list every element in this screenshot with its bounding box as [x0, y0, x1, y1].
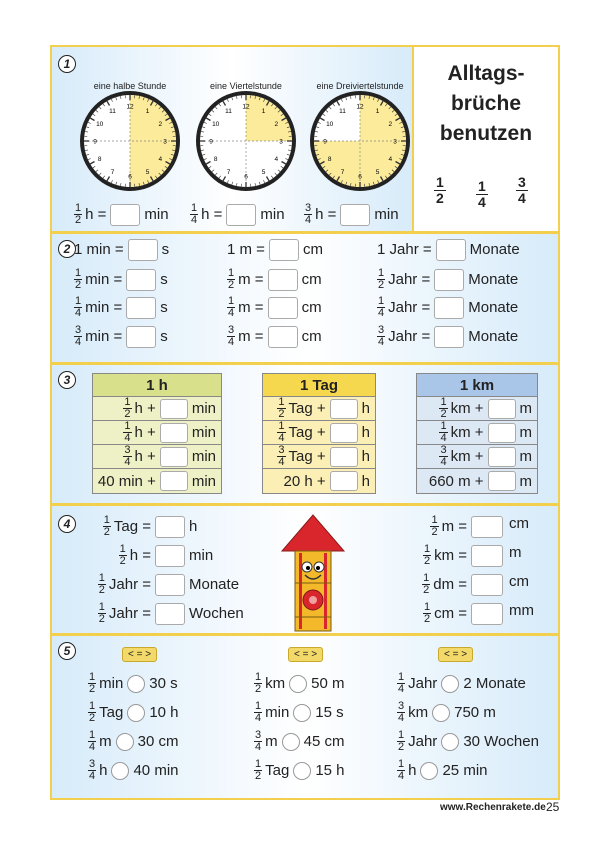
table-row: 40 min + min [97, 472, 216, 490]
table-row: 1 4 h + min [93, 421, 221, 445]
answer-input[interactable] [434, 297, 464, 319]
unit-label: m [509, 544, 522, 561]
comparison-row: 3 4 h 40 min [89, 758, 179, 782]
dial-number: 3 [163, 138, 167, 146]
dial-number: 5 [261, 168, 266, 176]
conversion-row: 1 4 Jahr = Monate [378, 295, 519, 319]
answer-input[interactable] [471, 545, 503, 567]
comparison-row: 1 2 Jahr 30 Wochen [398, 729, 539, 753]
task-number-4: 4 [58, 515, 76, 533]
unit-label: mm [509, 602, 534, 619]
comparison-row: 1 4 m 30 cm [89, 729, 179, 753]
fraction: 1 2 [255, 671, 262, 695]
title-fraction: 1 4 [478, 178, 486, 210]
fraction: 1 2 [398, 729, 405, 753]
fraction: 1 4 [378, 295, 385, 319]
answer-input[interactable] [436, 239, 466, 261]
table-row: 3 4 km + m [417, 445, 537, 469]
page-title [414, 59, 558, 149]
fraction: 3 4 [89, 758, 96, 782]
addition-table [416, 373, 538, 494]
table-header: 1 h [93, 374, 221, 397]
rocket-illustration [278, 513, 348, 633]
fraction: 1 2 [378, 267, 385, 291]
fraction: 3 4 [440, 444, 447, 468]
clock-label: eine Viertelstunde [210, 81, 282, 91]
dial-number: 2 [388, 121, 393, 128]
task-number-1: 1 [58, 55, 76, 73]
dial-number: 4 [388, 156, 393, 163]
worksheet-frame [50, 45, 560, 800]
conversion-row: 1 Jahr = Monate [377, 239, 520, 261]
fraction: 1 2 [423, 601, 431, 625]
comparison-circle[interactable] [441, 675, 459, 693]
dial-number: 9 [209, 138, 213, 146]
clock-face [306, 87, 414, 195]
answer-input[interactable] [471, 516, 503, 538]
comparison-circle[interactable] [116, 733, 134, 751]
comparison-circle[interactable] [441, 733, 459, 751]
title-line-3: benutzen [439, 122, 533, 145]
clock-label: eine Dreiviertelstunde [316, 81, 404, 91]
conversion-row: 3 4 min = s [75, 324, 168, 348]
dial-number: 9 [93, 138, 97, 146]
unit-label: cm [509, 573, 529, 590]
dial-number: 12 [356, 103, 364, 111]
dial-number: 7 [226, 168, 231, 176]
table-row: 3 4 Tag + h [263, 445, 375, 469]
title-fraction: 1 2 [436, 174, 444, 206]
comparison-row: 1 4 min 15 s [255, 700, 344, 724]
dial-number: 12 [126, 103, 134, 111]
dial-number: 9 [323, 138, 327, 146]
dial-number: 5 [375, 168, 380, 176]
footer-url: www.Rechenrakete.de [440, 802, 546, 813]
fraction: 1 2 [423, 572, 430, 596]
dial-number: 4 [158, 156, 163, 163]
fraction: 3 4 [305, 202, 312, 226]
fraction: 1 4 [278, 420, 285, 444]
comparison-symbols: < = > [288, 647, 323, 662]
comparison-symbols: < = > [122, 647, 157, 662]
comparison-circle[interactable] [293, 704, 311, 722]
conversion-row: 1 m = cm [227, 239, 323, 261]
fraction: 1 2 [423, 543, 431, 567]
answer-input[interactable] [434, 326, 464, 348]
fraction: 1 4 [440, 420, 447, 444]
comparison-circle[interactable] [432, 704, 450, 722]
fraction: 3 4 [398, 700, 405, 724]
addition-table [262, 373, 376, 494]
fraction: 1 4 [398, 671, 405, 695]
title-fractions [414, 175, 560, 215]
title-box [412, 47, 558, 231]
dial-number: 10 [96, 121, 104, 128]
answer-input[interactable] [155, 574, 185, 596]
fraction: 1 4 [255, 700, 262, 724]
comparison-row: 1 2 Tag 10 h [89, 700, 179, 724]
answer-input[interactable] [488, 423, 516, 443]
answer-input[interactable] [126, 297, 156, 319]
dial-number: 1 [375, 108, 380, 116]
title-fraction: 3 4 [518, 174, 526, 206]
dial-number: 6 [244, 173, 248, 181]
table-row: 1 2 km + m [417, 397, 537, 421]
answer-input[interactable] [488, 447, 516, 467]
half-conversion-row: 1 2 Jahr = Monate [98, 572, 240, 596]
comparison-symbols: < = > [438, 647, 473, 662]
fraction: 1 4 [191, 202, 198, 226]
table-row: 660 m + m [428, 472, 532, 490]
fraction: 3 4 [75, 324, 82, 348]
fraction: 3 4 [378, 324, 385, 348]
dial-number: 7 [110, 168, 115, 176]
answer-input[interactable] [434, 269, 464, 291]
fraction: 1 2 [278, 396, 285, 420]
answer-input[interactable] [268, 326, 298, 348]
comparison-circle[interactable] [127, 704, 145, 722]
clock-face [76, 87, 184, 195]
task-number-3: 3 [58, 371, 76, 389]
dial-number: 11 [225, 108, 232, 116]
fraction: 1 2 [89, 700, 96, 724]
table-row: 1 2 h + min [93, 397, 221, 421]
table-row: 3 4 h + min [93, 445, 221, 469]
fraction: 1 4 [124, 420, 131, 444]
fraction: 1 2 [75, 202, 82, 226]
table-row: 1 2 Tag + h [263, 397, 375, 421]
fraction: 1 4 [398, 758, 405, 782]
conversion-row: 1 4 m = cm [228, 295, 322, 319]
answer-input[interactable] [110, 204, 140, 226]
half-conversion-row: 1 2 h = min [119, 543, 214, 567]
fraction: 1 2 [440, 396, 447, 420]
comparison-circle[interactable] [420, 762, 438, 780]
answer-input[interactable] [340, 204, 370, 226]
comparison-circle[interactable] [293, 762, 311, 780]
dial-number: 8 [213, 156, 218, 163]
comparison-circle[interactable] [127, 675, 145, 693]
dial-number: 11 [109, 108, 116, 116]
answer-input[interactable] [330, 423, 358, 443]
conversion-row: 1 min = s [74, 239, 169, 261]
comparison-row: 3 4 km 750 m [398, 700, 496, 724]
dial-number: 8 [327, 156, 332, 163]
table-row: 1 4 Tag + h [263, 421, 375, 445]
answer-input[interactable] [155, 545, 185, 567]
dial-number: 10 [212, 121, 220, 128]
answer-input[interactable] [268, 269, 298, 291]
comparison-row: 1 2 km 50 m [255, 671, 345, 695]
clock-question: 1 2 h = min [75, 202, 169, 226]
answer-input[interactable] [155, 516, 185, 538]
answer-input[interactable] [126, 269, 156, 291]
dial-number: 4 [274, 156, 279, 163]
dial-number: 6 [128, 173, 132, 181]
fraction: 1 2 [75, 267, 82, 291]
answer-input[interactable] [160, 471, 188, 491]
answer-input[interactable] [226, 204, 256, 226]
answer-input[interactable] [330, 471, 358, 491]
table-header: 1 Tag [263, 374, 375, 397]
clock-label: eine halbe Stunde [93, 81, 167, 91]
page-number: 25 [546, 800, 560, 814]
answer-input[interactable] [471, 603, 503, 625]
dial-number: 2 [158, 121, 163, 128]
dial-number: 7 [340, 168, 345, 176]
answer-input[interactable] [128, 239, 158, 261]
fraction: 1 4 [89, 729, 96, 753]
fraction: 3 4 [255, 729, 262, 753]
half-conversion-row: 1 2 km = [423, 544, 507, 567]
conversion-row: 3 4 Jahr = Monate [378, 324, 519, 348]
fraction: 3 4 [228, 324, 235, 348]
fraction: 3 4 [278, 444, 285, 468]
dial-number: 3 [393, 138, 397, 146]
fraction: 1 2 [89, 671, 96, 695]
dial-number: 8 [97, 156, 102, 163]
fraction: 1 2 [431, 514, 438, 538]
answer-input[interactable] [330, 399, 358, 419]
comparison-circle[interactable] [282, 733, 300, 751]
answer-input[interactable] [330, 447, 358, 467]
comparison-row: 1 2 min 30 s [89, 671, 178, 695]
unit-label: cm [509, 515, 529, 532]
half-conversion-row: 1 2 dm = [422, 573, 507, 596]
title-line-1: Alltags- [447, 62, 525, 85]
task-number-5: 5 [58, 642, 76, 660]
dial-number: 5 [145, 168, 150, 176]
dial-number: 2 [274, 121, 279, 128]
table-row: 1 4 km + m [417, 421, 537, 445]
half-conversion-row: 1 2 m = [430, 515, 507, 538]
title-line-2: brüche [450, 92, 521, 115]
dial-number: 3 [279, 138, 283, 146]
dial-number: 1 [261, 108, 266, 116]
table-row: 20 h + h [283, 472, 370, 490]
half-conversion-row: 1 2 Jahr = Wochen [98, 601, 244, 625]
table-header: 1 km [417, 374, 537, 397]
fraction: 1 2 [103, 514, 110, 538]
clock-face [192, 87, 300, 195]
dial-number: 10 [326, 121, 334, 128]
conversion-row: 1 4 min = s [75, 295, 168, 319]
answer-input[interactable] [269, 239, 299, 261]
half-conversion-row: 1 2 Tag = h [103, 514, 198, 538]
comparison-circle[interactable] [111, 762, 129, 780]
fraction: 3 4 [124, 444, 131, 468]
clock-question: 3 4 h = min [305, 202, 399, 226]
dial-number: 6 [358, 173, 362, 181]
answer-input[interactable] [160, 423, 188, 443]
answer-input[interactable] [488, 399, 516, 419]
fraction: 1 2 [228, 267, 235, 291]
answer-input[interactable] [471, 574, 503, 596]
fraction: 1 2 [119, 543, 126, 567]
comparison-row: 1 4 Jahr 2 Monate [398, 671, 526, 695]
comparison-row: 3 4 m 45 cm [255, 729, 345, 753]
fraction: 1 2 [124, 396, 131, 420]
comparison-circle[interactable] [289, 675, 307, 693]
conversion-row: 1 2 m = cm [228, 267, 322, 291]
answer-input[interactable] [155, 603, 185, 625]
dial-number: 1 [145, 108, 150, 116]
answer-input[interactable] [126, 326, 156, 348]
conversion-row: 3 4 m = cm [228, 324, 322, 348]
fraction: 1 2 [98, 601, 105, 625]
conversion-row: 1 2 Jahr = Monate [378, 267, 519, 291]
addition-table [92, 373, 222, 494]
conversion-row: 1 2 min = s [75, 267, 168, 291]
comparison-row: 1 4 h 25 min [398, 758, 488, 782]
answer-input[interactable] [160, 399, 188, 419]
fraction: 1 2 [255, 758, 262, 782]
comparison-row: 1 2 Tag 15 h [255, 758, 345, 782]
dial-number: 12 [242, 103, 250, 111]
half-conversion-row: 1 2 cm = [423, 602, 507, 625]
task-number-2: 2 [58, 240, 76, 258]
answer-input[interactable] [488, 471, 516, 491]
answer-input[interactable] [268, 297, 298, 319]
fraction: 1 4 [75, 295, 82, 319]
clock-question: 1 4 h = min [191, 202, 285, 226]
fraction: 1 4 [228, 295, 235, 319]
answer-input[interactable] [160, 447, 188, 467]
fraction: 1 2 [98, 572, 105, 596]
dial-number: 11 [339, 108, 346, 116]
